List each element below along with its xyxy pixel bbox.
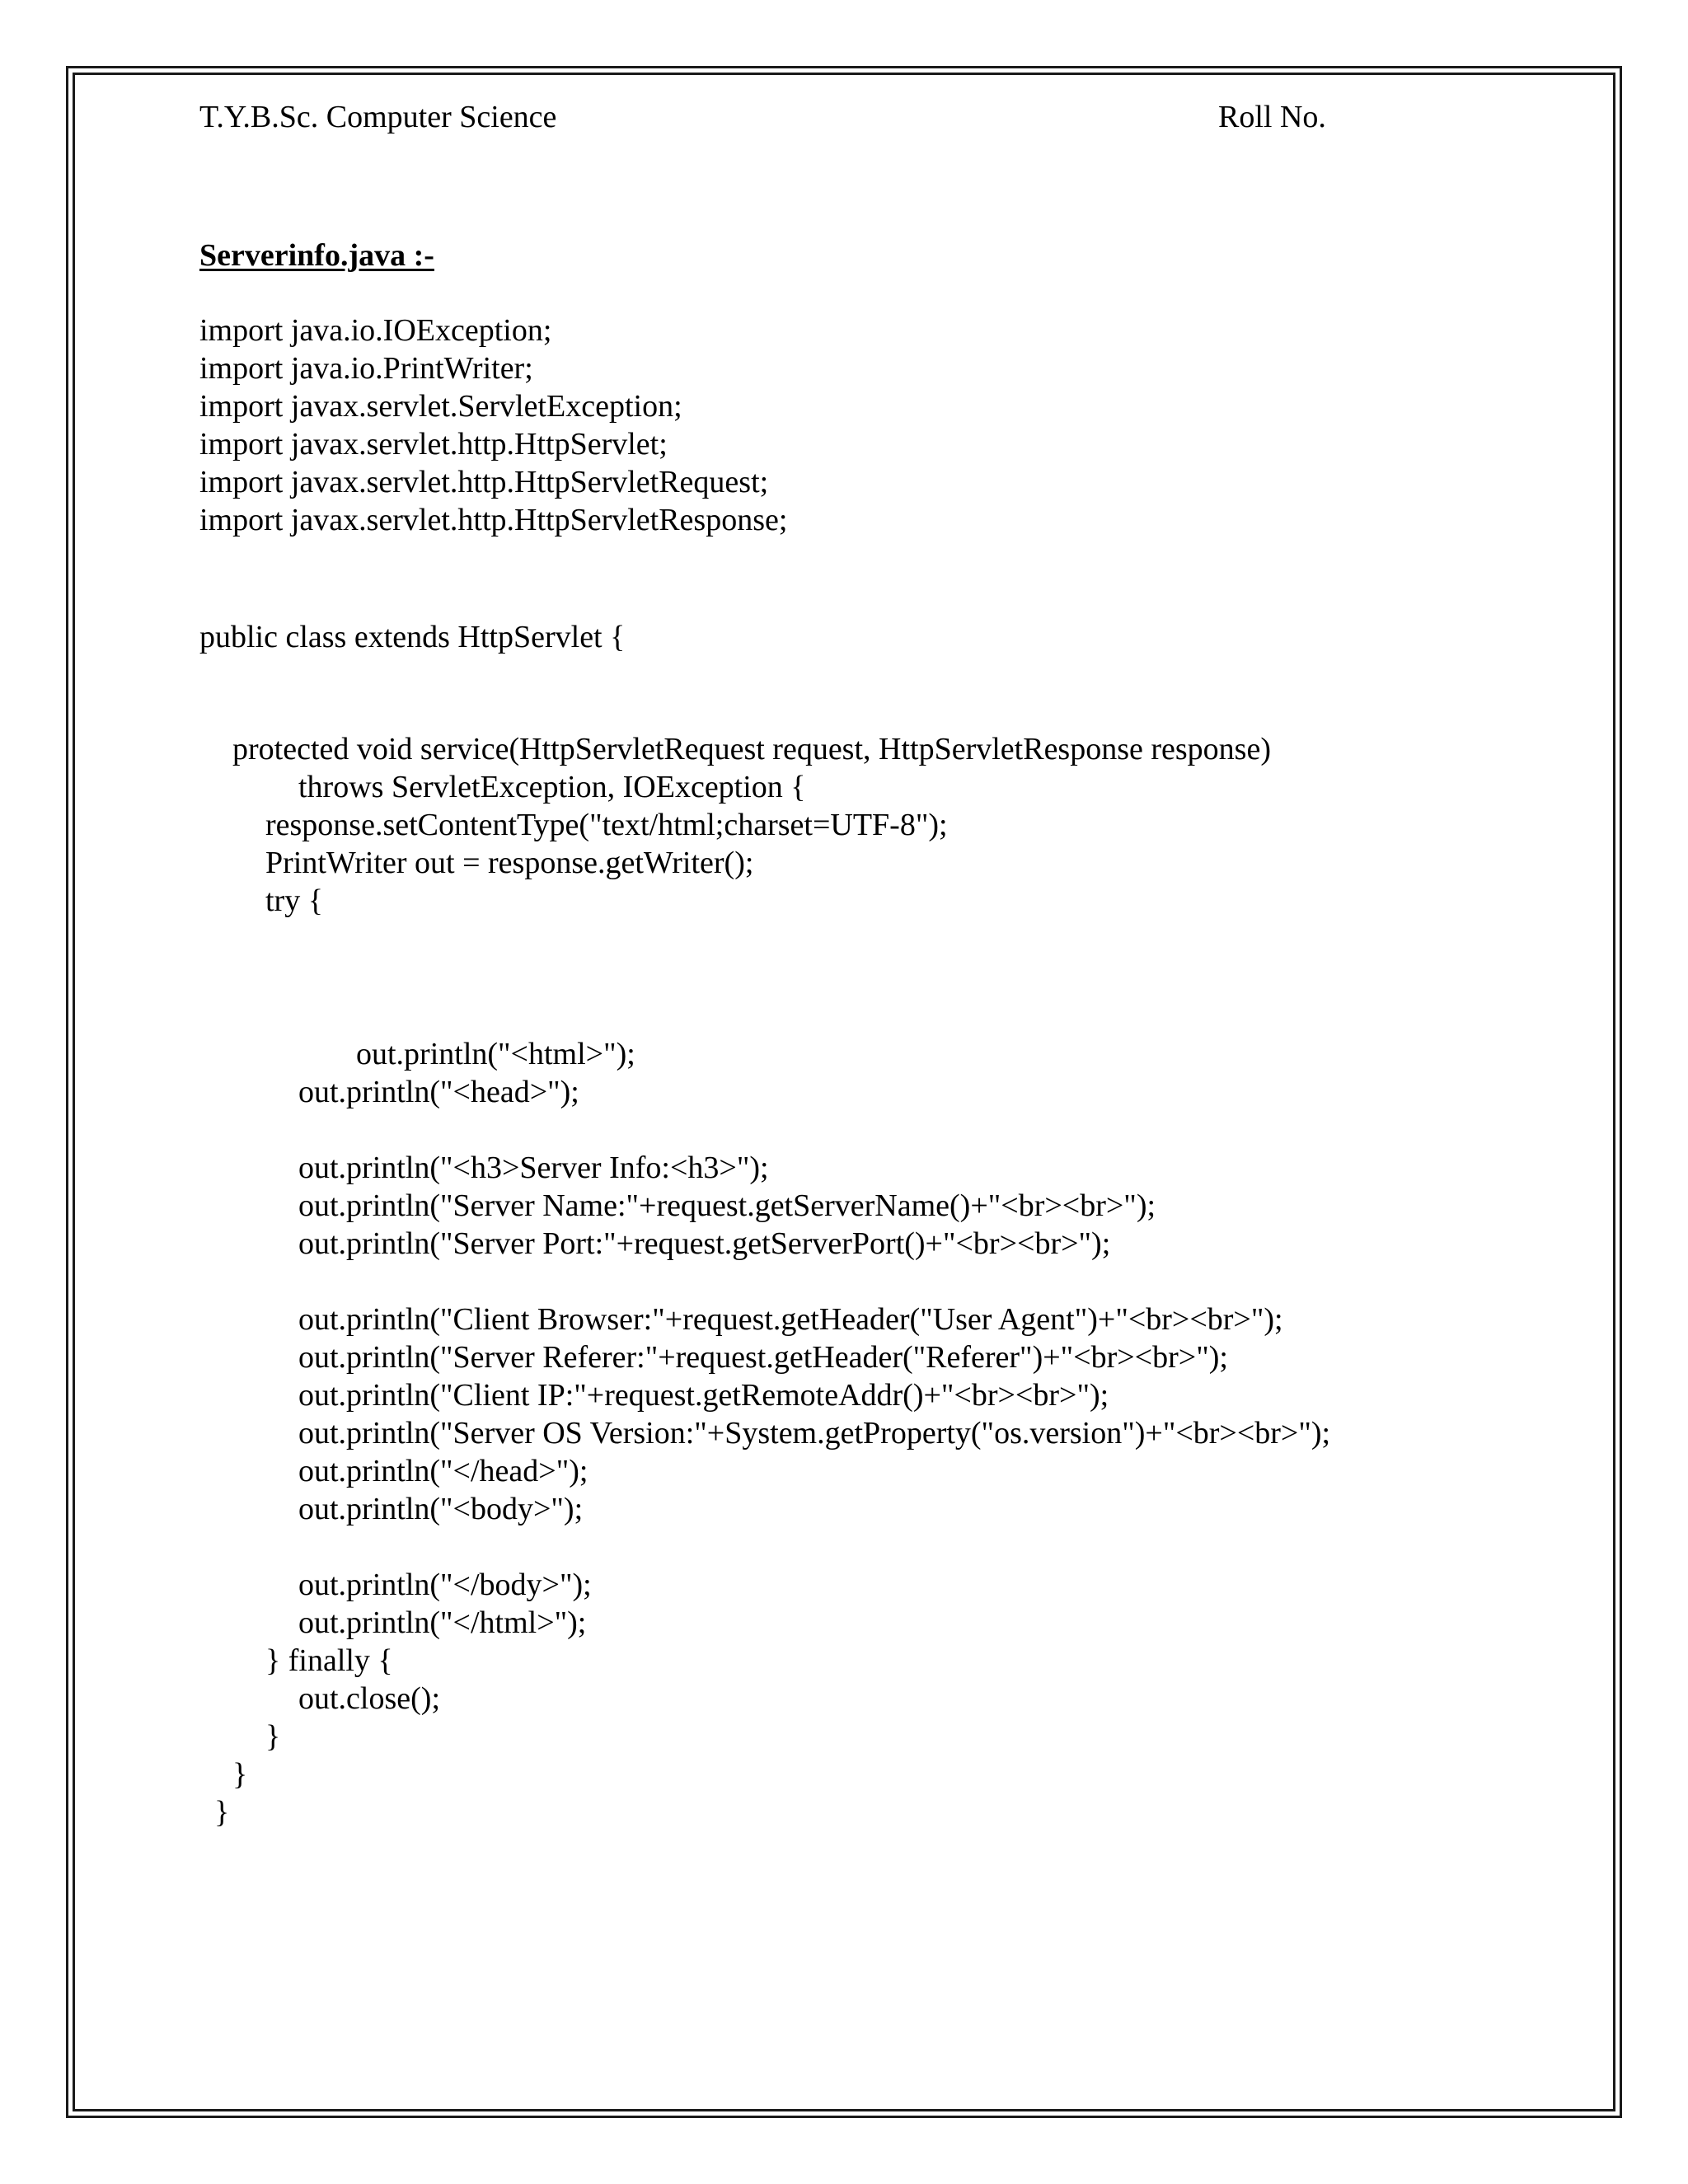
code-line: import javax.servlet.ServletException; bbox=[199, 389, 682, 424]
code-line: out.println("Server Name:"+request.getServerName()+"<br><br>"); bbox=[298, 1188, 1156, 1223]
code-line: } bbox=[214, 1795, 230, 1830]
code-line: out.println("Server Port:"+request.getServerPort()+"<br><br>"); bbox=[298, 1226, 1111, 1261]
code-line: import javax.servlet.http.HttpServletRequest; bbox=[199, 465, 769, 499]
code-line: out.println("</html>"); bbox=[298, 1605, 587, 1640]
code-line: import javax.servlet.http.HttpServlet; bbox=[199, 427, 668, 462]
code-line: out.println("</body>"); bbox=[298, 1568, 592, 1602]
course-header: T.Y.B.Sc. Computer Science bbox=[199, 100, 557, 134]
code-line: out.println("<body>"); bbox=[298, 1492, 584, 1526]
roll-no-label: Roll No. bbox=[1218, 100, 1326, 134]
code-line: out.println("</head>"); bbox=[298, 1454, 588, 1488]
code-line: } finally { bbox=[265, 1643, 393, 1678]
code-line: import java.io.IOException; bbox=[199, 313, 552, 348]
code-line: try { bbox=[265, 883, 323, 918]
code-line: out.close(); bbox=[298, 1681, 441, 1716]
code-line: out.println("Client Browser:"+request.getHeader("User Agent")+"<br><br>"); bbox=[298, 1302, 1283, 1337]
code-line: import java.io.PrintWriter; bbox=[199, 351, 533, 386]
code-line: throws ServletException, IOException { bbox=[298, 770, 806, 804]
code-line: PrintWriter out = response.getWriter(); bbox=[265, 846, 754, 880]
code-line: out.println("<h3>Server Info:<h3>"); bbox=[298, 1151, 769, 1185]
code-line: out.println("Client IP:"+request.getRemoteAddr()+"<br><br>"); bbox=[298, 1378, 1109, 1413]
code-line: } bbox=[232, 1757, 248, 1792]
code-line: } bbox=[265, 1719, 281, 1754]
code-line: out.println("Server OS Version:"+System.getProperty("os.version")+"<br><br>"); bbox=[298, 1416, 1331, 1451]
code-line: response.setContentType("text/html;charset=UTF-8"); bbox=[265, 808, 948, 842]
code-line: public class extends HttpServlet { bbox=[199, 620, 626, 654]
file-heading: Serverinfo.java :- bbox=[199, 238, 434, 273]
code-line: out.println("Server Referer:"+request.getHeader("Referer")+"<br><br>"); bbox=[298, 1340, 1228, 1375]
code-line: out.println("<html>"); bbox=[356, 1037, 635, 1071]
code-line: out.println("<head>"); bbox=[298, 1075, 579, 1109]
code-line: protected void service(HttpServletRequest request, HttpServletResponse response) bbox=[232, 732, 1271, 766]
code-line: import javax.servlet.http.HttpServletResponse; bbox=[199, 503, 788, 537]
